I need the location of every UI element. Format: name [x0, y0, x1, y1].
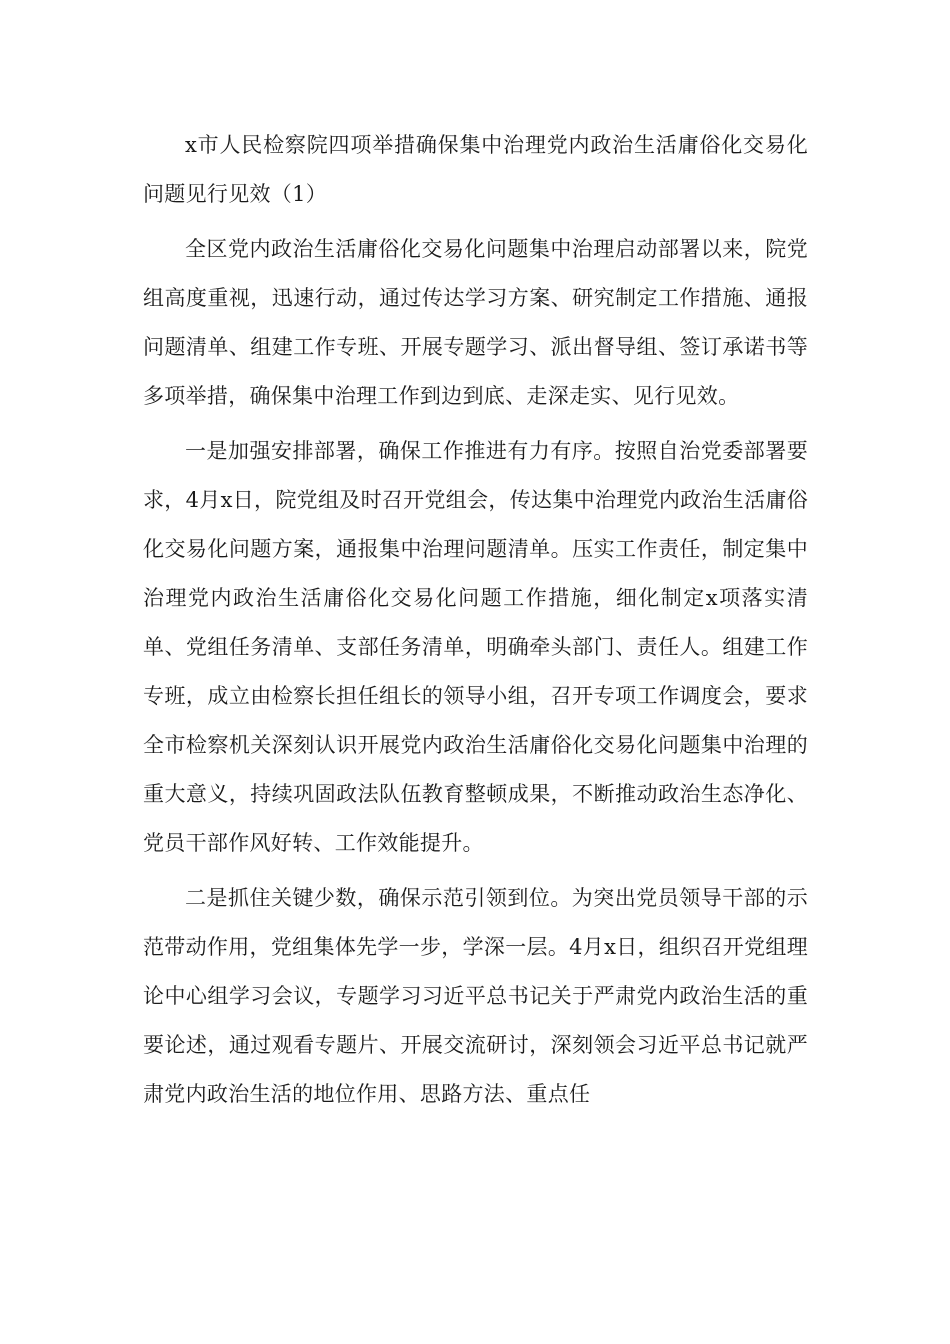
- paragraph-point-two: 二是抓住关键少数，确保示范引领到位。为突出党员领导干部的示范带动作用，党组集体先学一步，学深一层。4月x日，组织召开党组理论中心组学习会议，专题学习习近平总书记关于严肃党内政治生活的重要论述，通过观看专题片、开展交流研讨，深刻领会习近平总书记就严肃党内政治生活的地位作用、思路方法、重点任: [143, 886, 808, 1106]
- paragraph-intro: 全区党内政治生活庸俗化交易化问题集中治理启动部署以来，院党组高度重视，迅速行动，通过传达学习方案、研究制定工作措施、通报问题清单、组建工作专班、开展专题学习、派出督导组、签订承诺书等多项举措，确保集中治理工作到边到底、走深走实、见行见效。: [143, 237, 808, 408]
- document-title: x市人民检察院四项举措确保集中治理党内政治生活庸俗化交易化问题见行见效（1）: [143, 133, 808, 206]
- document-page: [143, 121, 808, 1125]
- paragraph-point-one: 一是加强安排部署，确保工作推进有力有序。按照自治党委部署要求，4月x日，院党组及时召开党组会，传达集中治理党内政治生活庸俗化交易化问题方案，通报集中治理问题清单。压实工作责任，制定集中治理党内政治生活庸俗化交易化问题工作措施，细化制定x项落实清单、党组任务清单、支部任务清单，明确牵头部门、责任人。组建工作专班，成立由检察长担任组长的领导小组，召开专项工作调度会，要求全市检察机关深刻认识开展党内政治生活庸俗化交易化问题集中治理的重大意义，持续巩固政法队伍教育整顿成果，不断推动政治生态净化、党员干部作风好转、工作效能提升。: [143, 439, 808, 855]
